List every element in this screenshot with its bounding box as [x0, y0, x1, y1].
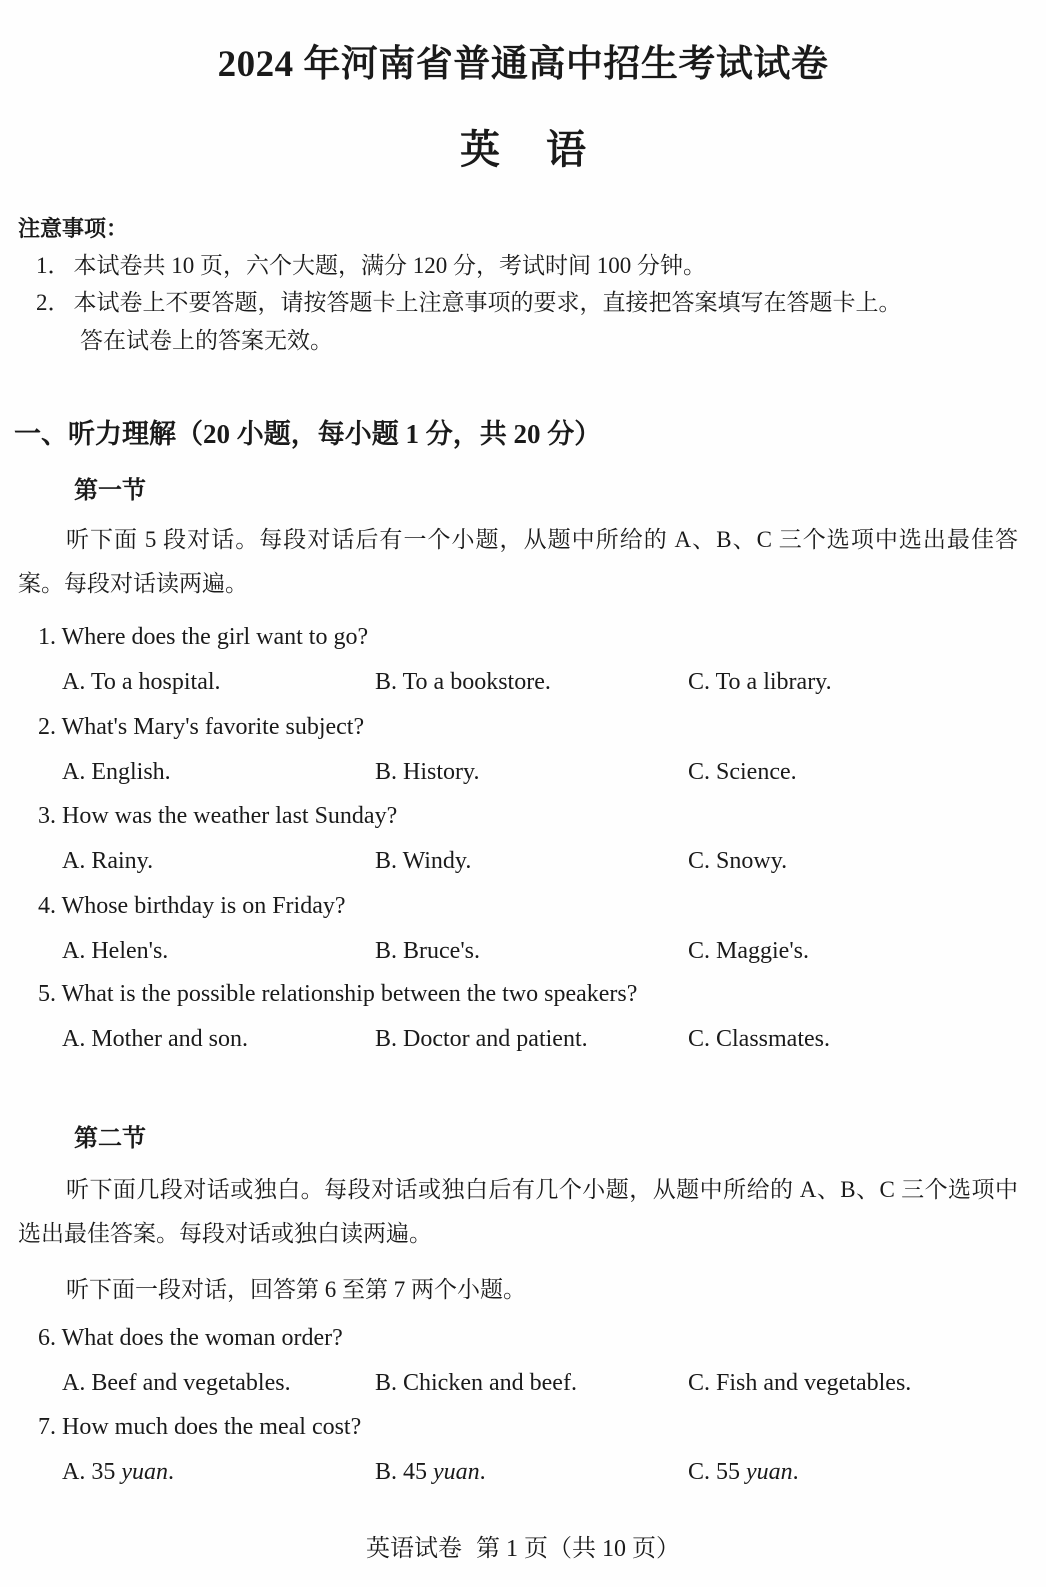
- question-4-option-c[interactable]: C. Maggie's.: [688, 938, 809, 964]
- question-2-option-b[interactable]: B. History.: [375, 759, 480, 785]
- question-4-option-a[interactable]: A. Helen's.: [62, 938, 169, 964]
- question-5-prompt: 5. What is the possible relationship between the two speakers?: [38, 981, 638, 1007]
- question-5-option-c[interactable]: C. Classmates.: [688, 1026, 830, 1052]
- question-3-option-a[interactable]: A. Rainy.: [62, 848, 154, 874]
- question-7-option-a[interactable]: [62, 1459, 174, 1486]
- question-3-options: [0, 848, 1046, 880]
- section-heading-listening: 一、听力理解（20 小题，每小题 1 分，共 20 分）: [14, 419, 602, 449]
- question-6-prompt: 6. What does the woman order?: [38, 1325, 343, 1351]
- subject-char-left: 英: [460, 127, 500, 172]
- question-1-prompt: 1. Where does the girl want to go?: [38, 624, 369, 650]
- question-6-options: [0, 1370, 1046, 1402]
- question-4-options: [0, 938, 1046, 970]
- question-7-option-c[interactable]: [688, 1459, 799, 1486]
- question-7-option-c-suffix: .: [792, 1459, 799, 1485]
- question-4-option-b[interactable]: B. Bruce's.: [375, 938, 480, 964]
- question-1-option-a[interactable]: A. To a hospital.: [62, 669, 221, 695]
- question-3-option-c[interactable]: C. Snowy.: [688, 848, 788, 874]
- question-7-option-b[interactable]: [375, 1459, 486, 1486]
- question-7-option-a-prefix: A. 35: [62, 1459, 122, 1485]
- page-footer: [0, 1528, 1046, 1563]
- question-1-option-c[interactable]: C. To a library.: [688, 669, 832, 695]
- notice-item-2-text: 本试卷上不要答题，请按答题卡上注意事项的要求，直接把答案填写在答题卡上。: [73, 290, 902, 316]
- question-5-options: [0, 1026, 1046, 1058]
- notice-block: [18, 212, 1028, 359]
- question-7-option-b-suffix: .: [479, 1459, 486, 1485]
- question-7-option-b-italic: yuan: [433, 1459, 480, 1485]
- instruction-part-one: 听下面 5 段对话。每段对话后有一个小题，从题中所给的 A、B、C 三个选项中选出最佳答案。每段对话读两遍。: [18, 527, 1018, 597]
- notice-item-2: [18, 284, 1028, 321]
- question-6-option-c[interactable]: C. Fish and vegetables.: [688, 1370, 912, 1396]
- question-2-options: [0, 759, 1046, 791]
- question-1-options: [0, 669, 1046, 701]
- question-5-option-a[interactable]: A. Mother and son.: [62, 1026, 248, 1052]
- subject-title: [0, 118, 1046, 175]
- question-7-option-b-prefix: B. 45: [375, 1459, 434, 1485]
- question-4-prompt: 4. Whose birthday is on Friday?: [38, 893, 346, 919]
- notice-item-1: [18, 247, 1028, 284]
- question-7-options: [0, 1459, 1046, 1491]
- notice-item-1-text: 本试卷共 10 页，六个大题，满分 120 分，考试时间 100 分钟。: [73, 253, 706, 278]
- question-3-option-b[interactable]: B. Windy.: [375, 848, 472, 874]
- instruction-part-two: 听下面几段对话或独白。每段对话或独白后有几个小题，从题中所给的 A、B、C 三个选项中选出最佳答案。每段对话或独白读两遍。: [18, 1177, 1018, 1247]
- notice-item-2-continuation: 答在试卷上的答案无效。: [80, 327, 333, 353]
- question-7-option-c-italic: yuan: [746, 1459, 793, 1485]
- subsection-heading-part-one: 第一节: [74, 478, 146, 504]
- footer-page-info: 第 1 页（共 10 页）: [476, 1536, 680, 1562]
- subsection-heading-part-two: 第二节: [74, 1126, 146, 1152]
- question-7-prompt: 7. How much does the meal cost?: [38, 1414, 362, 1440]
- instruction-part-two-sub: 听下面一段对话，回答第 6 至第 7 两个小题。: [66, 1277, 526, 1302]
- subject-char-right: 语: [546, 127, 586, 172]
- footer-paper-name: 英语试卷: [366, 1536, 462, 1562]
- question-2-prompt: 2. What's Mary's favorite subject?: [38, 714, 365, 740]
- question-5-option-b[interactable]: B. Doctor and patient.: [375, 1026, 588, 1052]
- question-7-option-c-prefix: C. 55: [688, 1459, 747, 1485]
- question-6-option-b[interactable]: B. Chicken and beef.: [375, 1370, 577, 1396]
- question-7-option-a-italic: yuan: [121, 1459, 168, 1485]
- question-2-option-c[interactable]: C. Science.: [688, 759, 797, 785]
- notice-item-1-number: 1．: [36, 253, 71, 278]
- notice-heading: 注意事项：: [18, 216, 129, 241]
- question-6-option-a[interactable]: A. Beef and vegetables.: [62, 1370, 291, 1396]
- question-3-prompt: 3. How was the weather last Sunday?: [38, 803, 398, 829]
- question-1-option-b[interactable]: B. To a bookstore.: [375, 669, 551, 695]
- question-7-option-a-suffix: .: [168, 1459, 174, 1485]
- notice-item-2-number: 2．: [36, 290, 71, 316]
- page-title: 2024 年河南省普通高中招生考试试卷: [217, 44, 829, 85]
- question-2-option-a[interactable]: A. English.: [62, 759, 171, 785]
